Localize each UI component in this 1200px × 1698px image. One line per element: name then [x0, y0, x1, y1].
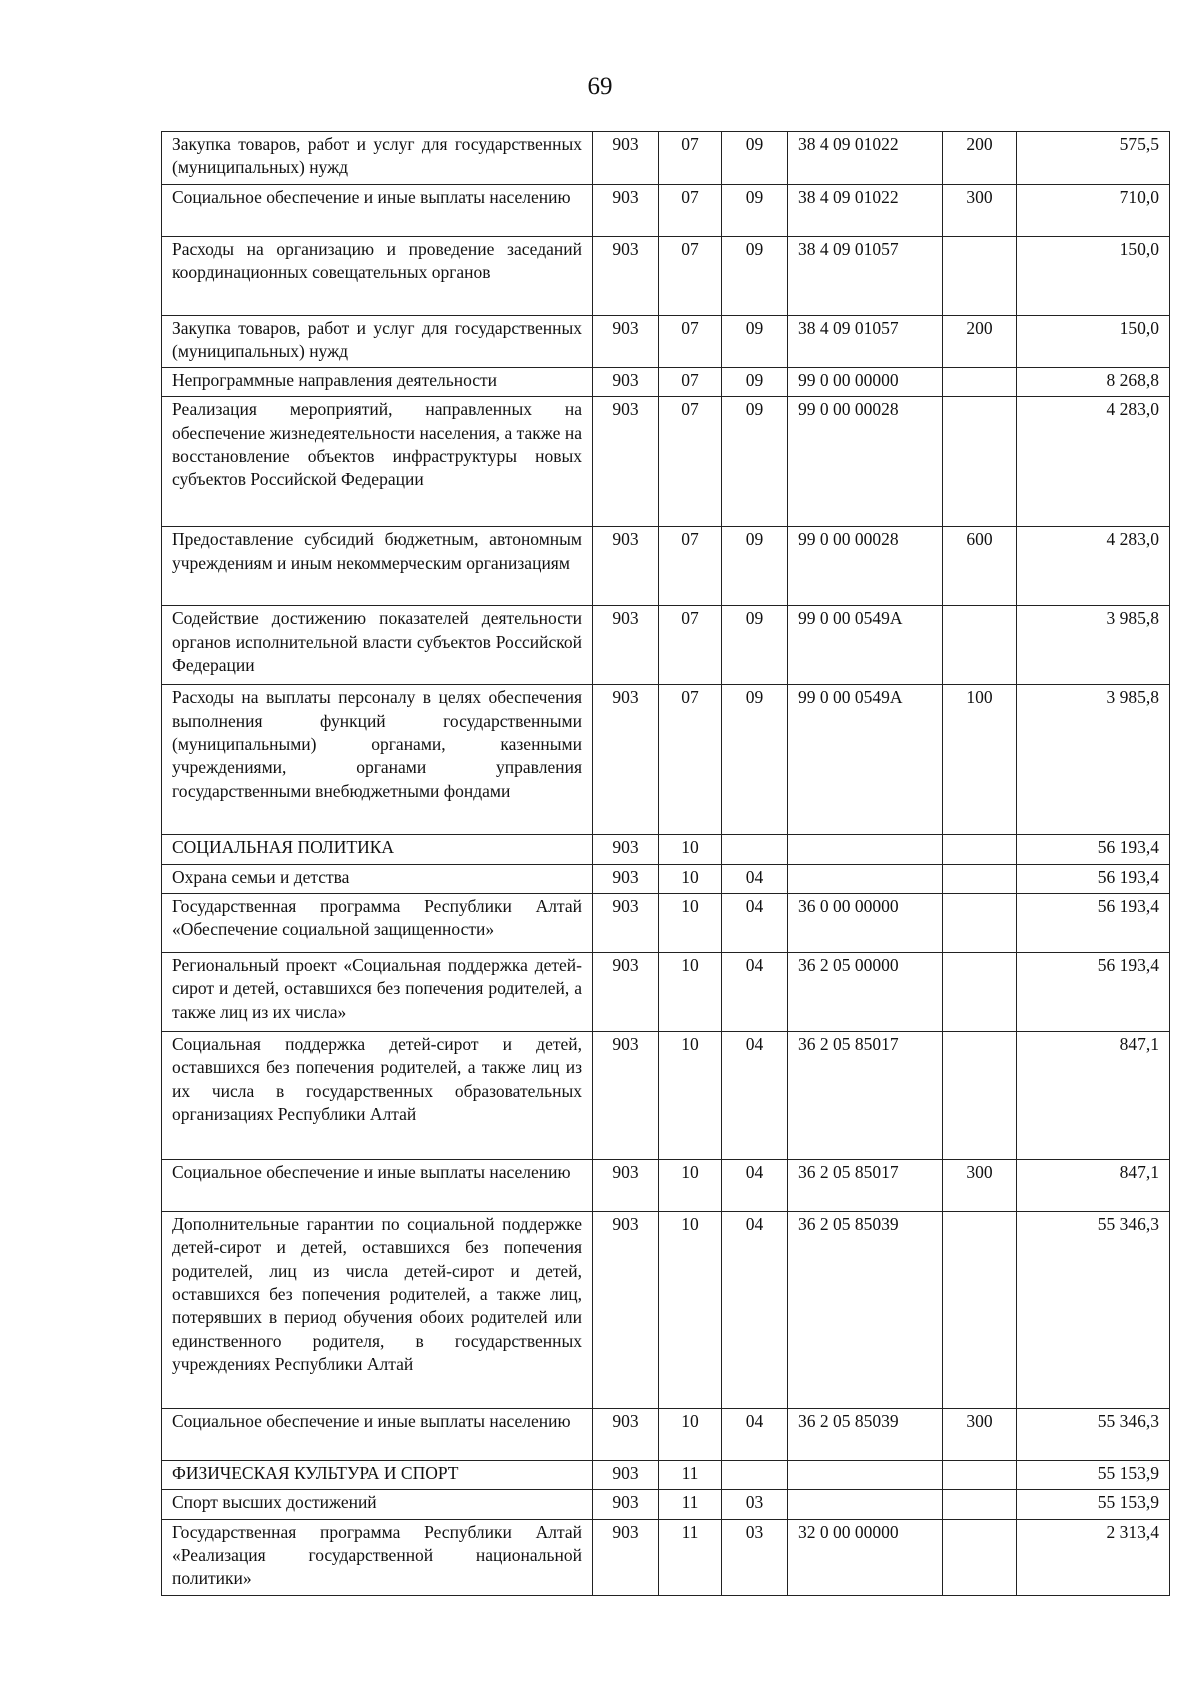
amount: 55 346,3 — [1017, 1409, 1170, 1461]
table-row — [162, 1409, 1170, 1461]
expense-name: ФИЗИЧЕСКАЯ КУЛЬТУРА И СПОРТ — [162, 1461, 593, 1490]
expense-name: Социальное обеспечение и иные выплаты населению — [162, 1160, 593, 1212]
grbs-code: 903 — [593, 368, 659, 397]
subsection-code: 03 — [722, 1490, 788, 1519]
section-code: 10 — [659, 894, 722, 953]
target-article-code: 99 0 00 0549А — [788, 606, 943, 685]
subsection-code: 04 — [722, 894, 788, 953]
section-code: 10 — [659, 1409, 722, 1461]
table-row — [162, 953, 1170, 1032]
section-code: 07 — [659, 368, 722, 397]
table-row — [162, 864, 1170, 893]
amount: 56 193,4 — [1017, 894, 1170, 953]
expense-name: Закупка товаров, работ и услуг для государственных (муниципальных) нужд — [162, 315, 593, 368]
table-row — [162, 1519, 1170, 1595]
target-article-code: 36 0 00 00000 — [788, 894, 943, 953]
subsection-code: 09 — [722, 315, 788, 368]
target-article-code: 38 4 09 01022 — [788, 184, 943, 236]
subsection-code: 09 — [722, 685, 788, 835]
grbs-code: 903 — [593, 1160, 659, 1212]
section-code: 10 — [659, 1160, 722, 1212]
grbs-code: 903 — [593, 1519, 659, 1595]
table-row — [162, 1032, 1170, 1160]
expense-name: Социальная поддержка детей-сирот и детей, оставшихся без попечения родителей, а также лиц из их числа в государственных образовательных организациях Республики Алтай — [162, 1032, 593, 1160]
grbs-code: 903 — [593, 132, 659, 185]
expense-name: Спорт высших достижений — [162, 1490, 593, 1519]
section-code: 11 — [659, 1490, 722, 1519]
expense-name: Непрограммные направления деятельности — [162, 368, 593, 397]
expense-type-code — [943, 397, 1017, 527]
expense-type-code: 600 — [943, 527, 1017, 606]
table-row — [162, 1461, 1170, 1490]
table-row — [162, 236, 1170, 315]
grbs-code: 903 — [593, 1461, 659, 1490]
table-row — [162, 606, 1170, 685]
subsection-code: 09 — [722, 527, 788, 606]
expense-name: Содействие достижению показателей деятельности органов исполнительной власти субъектов Российской Федерации — [162, 606, 593, 685]
grbs-code: 903 — [593, 1409, 659, 1461]
table-row — [162, 835, 1170, 864]
amount: 4 283,0 — [1017, 527, 1170, 606]
target-article-code: 99 0 00 00028 — [788, 527, 943, 606]
grbs-code: 903 — [593, 184, 659, 236]
subsection-code — [722, 835, 788, 864]
expense-type-code — [943, 606, 1017, 685]
expense-name: Дополнительные гарантии по социальной поддержке детей-сирот и детей, оставшихся без попечения родителей, лиц из числа детей-сирот и детей, оставшихся без попечения родителей, а также лиц, потерявших в период обучения обоих родителей или единственного родителя, в государственных учреждениях Республики Алтай — [162, 1212, 593, 1409]
expense-type-code — [943, 1490, 1017, 1519]
subsection-code — [722, 1461, 788, 1490]
expense-type-code — [943, 1461, 1017, 1490]
amount: 150,0 — [1017, 315, 1170, 368]
grbs-code: 903 — [593, 527, 659, 606]
page-number: 69 — [587, 73, 613, 100]
target-article-code — [788, 835, 943, 864]
table-row — [162, 1212, 1170, 1409]
expense-type-code: 300 — [943, 184, 1017, 236]
grbs-code: 903 — [593, 397, 659, 527]
target-article-code: 99 0 00 0549А — [788, 685, 943, 835]
section-code: 10 — [659, 953, 722, 1032]
section-code: 07 — [659, 236, 722, 315]
amount: 56 193,4 — [1017, 864, 1170, 893]
section-code: 07 — [659, 397, 722, 527]
grbs-code: 903 — [593, 1032, 659, 1160]
subsection-code: 04 — [722, 864, 788, 893]
subsection-code: 09 — [722, 184, 788, 236]
section-code: 07 — [659, 184, 722, 236]
expense-type-code — [943, 864, 1017, 893]
subsection-code: 09 — [722, 397, 788, 527]
amount: 3 985,8 — [1017, 685, 1170, 835]
target-article-code: 38 4 09 01022 — [788, 132, 943, 185]
subsection-code: 04 — [722, 1160, 788, 1212]
expense-type-code — [943, 1212, 1017, 1409]
amount: 56 193,4 — [1017, 835, 1170, 864]
expense-type-code — [943, 1032, 1017, 1160]
grbs-code: 903 — [593, 894, 659, 953]
expense-name: Охрана семьи и детства — [162, 864, 593, 893]
grbs-code: 903 — [593, 864, 659, 893]
amount: 55 153,9 — [1017, 1461, 1170, 1490]
target-article-code: 36 2 05 85017 — [788, 1160, 943, 1212]
target-article-code: 99 0 00 00000 — [788, 368, 943, 397]
table-row — [162, 368, 1170, 397]
table-row — [162, 1160, 1170, 1212]
expense-type-code — [943, 835, 1017, 864]
table-row — [162, 132, 1170, 185]
section-code: 11 — [659, 1519, 722, 1595]
expense-name: Региональный проект «Социальная поддержка детей-сирот и детей, оставшихся без попечения родителей, а также лиц из их числа» — [162, 953, 593, 1032]
expense-name: Социальное обеспечение и иные выплаты населению — [162, 1409, 593, 1461]
target-article-code: 36 2 05 00000 — [788, 953, 943, 1032]
subsection-code: 09 — [722, 236, 788, 315]
table-row — [162, 1490, 1170, 1519]
expense-name: СОЦИАЛЬНАЯ ПОЛИТИКА — [162, 835, 593, 864]
expense-type-code — [943, 894, 1017, 953]
expense-name: Предоставление субсидий бюджетным, автономным учреждениям и иным некоммерческим организациям — [162, 527, 593, 606]
expense-name: Расходы на организацию и проведение заседаний координационных совещательных органов — [162, 236, 593, 315]
budget-table-body — [162, 132, 1170, 1596]
expense-type-code: 200 — [943, 315, 1017, 368]
budget-table — [161, 131, 1170, 1596]
table-row — [162, 315, 1170, 368]
subsection-code: 04 — [722, 1032, 788, 1160]
amount: 55 153,9 — [1017, 1490, 1170, 1519]
target-article-code: 36 2 05 85039 — [788, 1409, 943, 1461]
subsection-code: 04 — [722, 1409, 788, 1461]
subsection-code: 09 — [722, 132, 788, 185]
amount: 150,0 — [1017, 236, 1170, 315]
expense-name: Государственная программа Республики Алтай «Реализация государственной национальной политики» — [162, 1519, 593, 1595]
section-code: 07 — [659, 315, 722, 368]
expense-type-code: 300 — [943, 1160, 1017, 1212]
grbs-code: 903 — [593, 236, 659, 315]
amount: 8 268,8 — [1017, 368, 1170, 397]
subsection-code: 04 — [722, 953, 788, 1032]
section-code: 10 — [659, 1212, 722, 1409]
grbs-code: 903 — [593, 685, 659, 835]
amount: 847,1 — [1017, 1032, 1170, 1160]
expense-type-code: 300 — [943, 1409, 1017, 1461]
expense-type-code — [943, 368, 1017, 397]
amount: 847,1 — [1017, 1160, 1170, 1212]
expense-name: Социальное обеспечение и иные выплаты населению — [162, 184, 593, 236]
expense-type-code — [943, 1519, 1017, 1595]
section-code: 07 — [659, 685, 722, 835]
grbs-code: 903 — [593, 953, 659, 1032]
target-article-code — [788, 864, 943, 893]
target-article-code: 38 4 09 01057 — [788, 236, 943, 315]
table-row — [162, 527, 1170, 606]
table-row — [162, 397, 1170, 527]
amount: 4 283,0 — [1017, 397, 1170, 527]
expense-type-code: 100 — [943, 685, 1017, 835]
grbs-code: 903 — [593, 606, 659, 685]
target-article-code: 36 2 05 85017 — [788, 1032, 943, 1160]
section-code: 11 — [659, 1461, 722, 1490]
section-code: 10 — [659, 835, 722, 864]
target-article-code — [788, 1490, 943, 1519]
amount: 56 193,4 — [1017, 953, 1170, 1032]
expense-type-code — [943, 953, 1017, 1032]
section-code: 07 — [659, 132, 722, 185]
target-article-code: 36 2 05 85039 — [788, 1212, 943, 1409]
amount: 710,0 — [1017, 184, 1170, 236]
expense-type-code — [943, 236, 1017, 315]
subsection-code: 03 — [722, 1519, 788, 1595]
target-article-code: 32 0 00 00000 — [788, 1519, 943, 1595]
amount: 575,5 — [1017, 132, 1170, 185]
subsection-code: 09 — [722, 606, 788, 685]
expense-name: Реализация мероприятий, направленных на обеспечение жизнедеятельности населения, а также на восстановление объектов инфраструктуры новых субъектов Российской Федерации — [162, 397, 593, 527]
table-row — [162, 894, 1170, 953]
expense-type-code: 200 — [943, 132, 1017, 185]
amount: 55 346,3 — [1017, 1212, 1170, 1409]
section-code: 07 — [659, 527, 722, 606]
table-row — [162, 184, 1170, 236]
grbs-code: 903 — [593, 315, 659, 368]
expense-name: Расходы на выплаты персоналу в целях обеспечения выполнения функций государственными (муниципальными) органами, казенными учреждениями, органами управления государственными внебюджетными фондами — [162, 685, 593, 835]
section-code: 07 — [659, 606, 722, 685]
grbs-code: 903 — [593, 1212, 659, 1409]
grbs-code: 903 — [593, 1490, 659, 1519]
grbs-code: 903 — [593, 835, 659, 864]
target-article-code — [788, 1461, 943, 1490]
expense-name: Закупка товаров, работ и услуг для государственных (муниципальных) нужд — [162, 132, 593, 185]
expense-name: Государственная программа Республики Алтай «Обеспечение социальной защищенности» — [162, 894, 593, 953]
subsection-code: 04 — [722, 1212, 788, 1409]
section-code: 10 — [659, 864, 722, 893]
section-code: 10 — [659, 1032, 722, 1160]
table-row — [162, 685, 1170, 835]
target-article-code: 38 4 09 01057 — [788, 315, 943, 368]
amount: 3 985,8 — [1017, 606, 1170, 685]
target-article-code: 99 0 00 00028 — [788, 397, 943, 527]
subsection-code: 09 — [722, 368, 788, 397]
amount: 2 313,4 — [1017, 1519, 1170, 1595]
